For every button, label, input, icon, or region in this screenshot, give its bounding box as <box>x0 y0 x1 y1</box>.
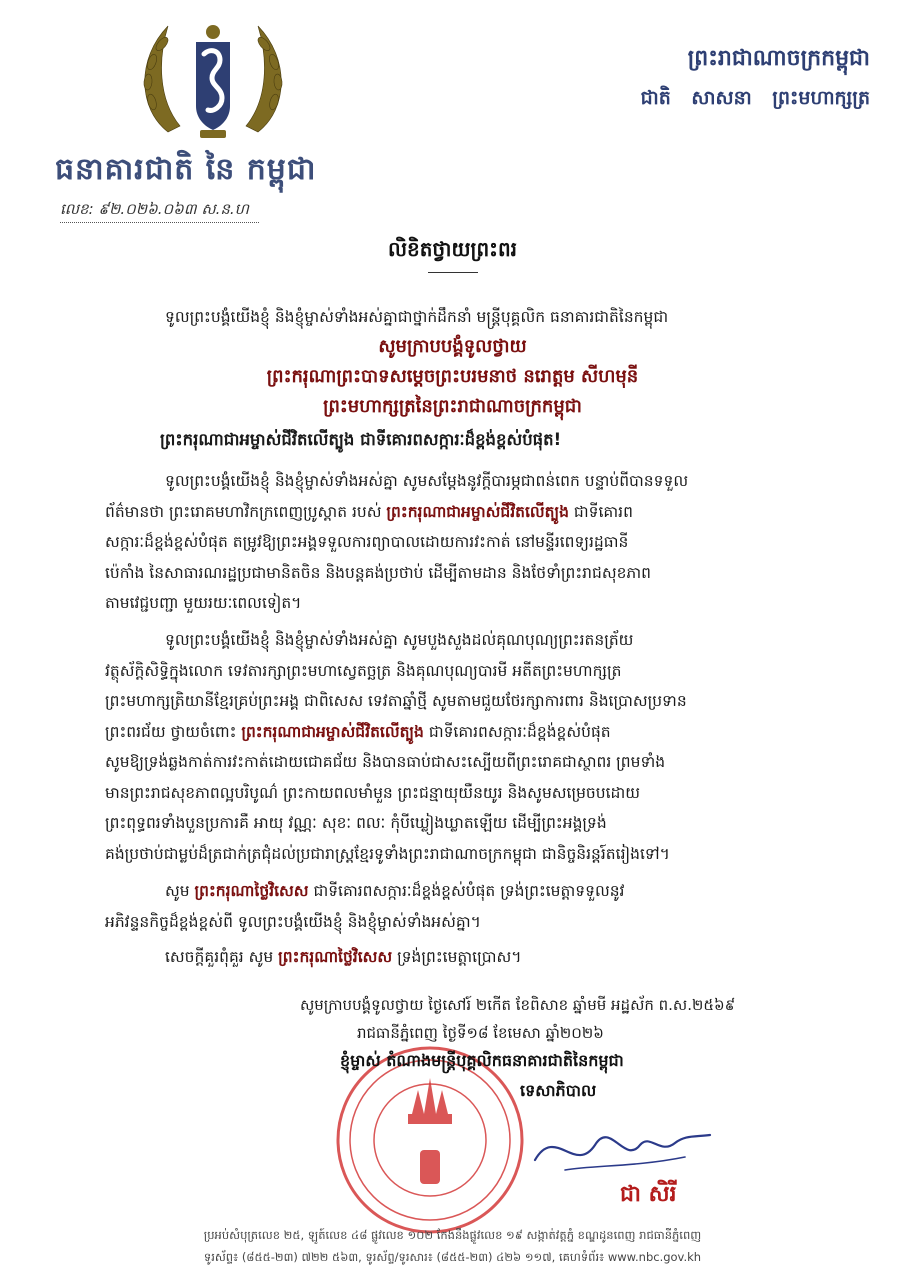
bank-name: ធនាគារជាតិ នៃ កម្ពុជា <box>55 152 317 187</box>
nbc-emblem-logo <box>128 14 298 144</box>
signatory-office: ខ្ញុំម្ចាស់ តំណាងមន្ត្រីបុគ្គលិកធនាគារជាតិនៃកម្ពុជា <box>340 1051 624 1070</box>
closing-royal-title: ព្រះករុណាថ្លៃវិសេស <box>278 948 393 966</box>
p2-line-3: ព្រះមហាក្សត្រិយានីខ្មែរគ្រប់ព្រះអង្គ ជាពិសេស ទេវតាឆ្នាំថ្មី សូមតាមជួយថែរក្សាការពារ និងប្រោសប្រទាន <box>105 692 687 710</box>
closing-c: ទ្រង់ព្រះមេត្តាប្រោស។ <box>392 948 522 966</box>
sender-line: ទូលព្រះបង្គំយើងខ្ញុំ និងខ្ញុំម្ចាស់ទាំងអស់គ្នាជាថ្នាក់ដឹកនាំ មន្ត្រីបុគ្គលិក ធនាគារជាតិនៃកម្ពុជា <box>165 308 669 326</box>
p1-line-5: តាមវេជ្ជបញ្ជា មួយរយៈពេលទៀត។ <box>105 594 302 612</box>
p1-line-2a: ព័ត៌មានថា ព្រះរោគមហាវិកក្រពេញប្រូស្តាត របស់ <box>105 502 387 521</box>
footer-contact: ទូរស័ព្ទ៖ (៨៥៥-២៣) ៧២២ ៥៦៣, ទូរស័ព្ទ/ទូរសារ៖ (៨៥៥-២៣) ៤២៦ ១១៧, គេហទំព័រ៖ www.nbc.gov.kh <box>203 1250 702 1264</box>
signatory-role: ទេសាភិបាល <box>520 1081 597 1100</box>
p2-line-7: ព្រះពុទ្ធពរទាំងបួនប្រការគឺ អាយុ វណ្ណៈ សុខៈ ពលៈ កុំបីឃ្លៀងឃ្លាតឡើយ ដើម្បីព្រះអង្គទ្រង់ <box>105 814 607 832</box>
closing-line <box>165 942 521 972</box>
p3-line-2: អភិវន្ទនកិច្ចដ៏ខ្ពង់ខ្ពស់ពី ទូលព្រះបង្គំយើងខ្ញុំ និងខ្ញុំម្ចាស់ទាំងអស់គ្នា។ <box>105 912 481 931</box>
p3-line-1a: សូម <box>165 882 195 900</box>
p2-line-2: វត្ថុស័ក្តិសិទ្ធិក្នុងលោក ទេវតារក្សាព្រះមហាស្វេតច្ឆត្រ និងគុណបុណ្យបារមី អតីតព្រះមហាក្សត្រ <box>105 661 622 680</box>
p2-line-6: មានព្រះរាជសុខភាពល្អបរិបូណ៌ ព្រះកាយពលមាំមួន ព្រះជន្មាយុយឺនយូរ និងសូមសម្រេចបដោយ <box>105 783 641 802</box>
document-title: លិខិតថ្វាយព្រះពរ <box>387 237 517 261</box>
p2-line-1: ទូលព្រះបង្គំយើងខ្ញុំ និងខ្ញុំម្ចាស់ទាំងអស់គ្នា សូមបួងសួងដល់គុណបុណ្យព្រះរតនត្រ័យ <box>165 631 634 649</box>
recipient-line-2: ព្រះករុណាព្រះបាទសម្តេចព្រះបរមនាថ នរោត្តម សីហមុនី <box>266 366 639 387</box>
footer-address: ប្រអប់សំបុត្រលេខ ២៥, ឡូត៍លេខ ៤៨ ផ្លូវលេខ ១០២ កែងនឹងផ្លូវលេខ ១៩ សង្កាត់វត្តភ្នំ ខណ្ឌដូនពេញ រាជធានីភ្នំពេញ <box>203 1228 702 1242</box>
signatory-name: ជា សិរី <box>620 1181 677 1207</box>
p3-royal-title: ព្រះករុណាថ្លៃវិសេស <box>194 882 309 900</box>
paragraph-1 <box>105 466 805 619</box>
handwritten-signature <box>515 1105 715 1185</box>
national-motto: ជាតិ សាសនា ព្រះមហាក្សត្រ <box>640 87 870 109</box>
p2-line-5: សូមឱ្យទ្រង់ឆ្លងកាត់ការវះកាត់ដោយជោគជ័យ និងបានធាប់ជាសះស្បើយពីព្រះរោគជាស្ថាពរ ព្រមទាំង <box>105 753 666 771</box>
recipient-line-1: សូមក្រាបបង្គំទូលថ្វាយ <box>378 336 527 357</box>
salutation: ព្រះករុណាជាអម្ចាស់ជីវិតលើត្បូង ជាទីគោរពសក្ការៈដ៏ខ្ពង់ខ្ពស់បំផុត! <box>160 430 562 449</box>
p2-line-4c: ជាទីគោរពសក្ការៈដ៏ខ្ពង់ខ្ពស់បំផុត <box>423 722 611 741</box>
paragraph-3 <box>105 876 805 937</box>
signing-date-lunar: សូមក្រាបបង្គំទូលថ្វាយ ថ្ងៃសៅរ៍ ២កើត ខែពិសាខ ឆ្នាំមមី អដ្ឋស័ក ព.ស.២៥៦៩ <box>300 996 736 1014</box>
p1-royal-title: ព្រះករុណាជាអម្ចាស់ជីវិតលើត្បូង <box>386 502 569 521</box>
title-divider <box>428 272 478 273</box>
reference-number: លេខ: ៩២.០២៦.០៦៣ ស.ន.ហ <box>60 200 259 223</box>
paragraph-2 <box>105 625 805 869</box>
p2-royal-title: ព្រះករុណាជាអម្ចាស់ជីវិតលើត្បូង <box>241 722 424 741</box>
kingdom-title: ព្រះរាជាណាចក្រកម្ពុជា <box>687 45 870 71</box>
p3-line-1c: ជាទីគោរពសក្ការៈដ៏ខ្ពង់ខ្ពស់បំផុត ទ្រង់ព្រះមេត្តាទទួលនូវ <box>308 882 625 900</box>
p2-line-8: គង់ប្រថាប់ជាម្លប់ដ៏ត្រជាក់ត្រជុំដល់ប្រជារាស្ត្រខ្មែរទូទាំងព្រះរាជាណាចក្រកម្ពុជា ជានិច្ចនិរន្តរ៍តរៀងទៅ។ <box>105 844 670 863</box>
closing-a: សេចក្តីគួរពុំគួរ សូម <box>165 948 279 966</box>
p1-line-2c: ជាទីគោរព <box>568 502 633 521</box>
p2-line-4a: ព្រះពរជ័យ ថ្វាយចំពោះ <box>105 722 242 741</box>
p1-line-1: ទូលព្រះបង្គំយើងខ្ញុំ និងខ្ញុំម្ចាស់ទាំងអស់គ្នា សូមសម្តែងនូវក្តីបារម្ភជាពន់ពេក បន្ទាប់ពីបានទទួល <box>165 472 689 490</box>
signing-date-place: រាជធានីភ្នំពេញ ថ្ងៃទី១៨ ខែមេសា ឆ្នាំ២០២៦ <box>357 1024 604 1042</box>
p1-line-4: ប៉េកាំង នៃសាធារណរដ្ឋប្រជាមានិតចិន និងបន្តគង់ប្រថាប់ ដើម្បីតាមដាន និងថែទាំព្រះរាជសុខភាព <box>105 563 652 582</box>
p1-line-3: សក្ការៈដ៏ខ្ពង់ខ្ពស់បំផុត តម្រូវឱ្យព្រះអង្គទទួលការព្យាបាលដោយការវះកាត់ នៅមន្ទីរពេទ្យរដ្ឋធានី <box>105 533 629 551</box>
recipient-line-3: ព្រះមហាក្សត្រនៃព្រះរាជាណាចក្រកម្ពុជា <box>323 396 582 417</box>
